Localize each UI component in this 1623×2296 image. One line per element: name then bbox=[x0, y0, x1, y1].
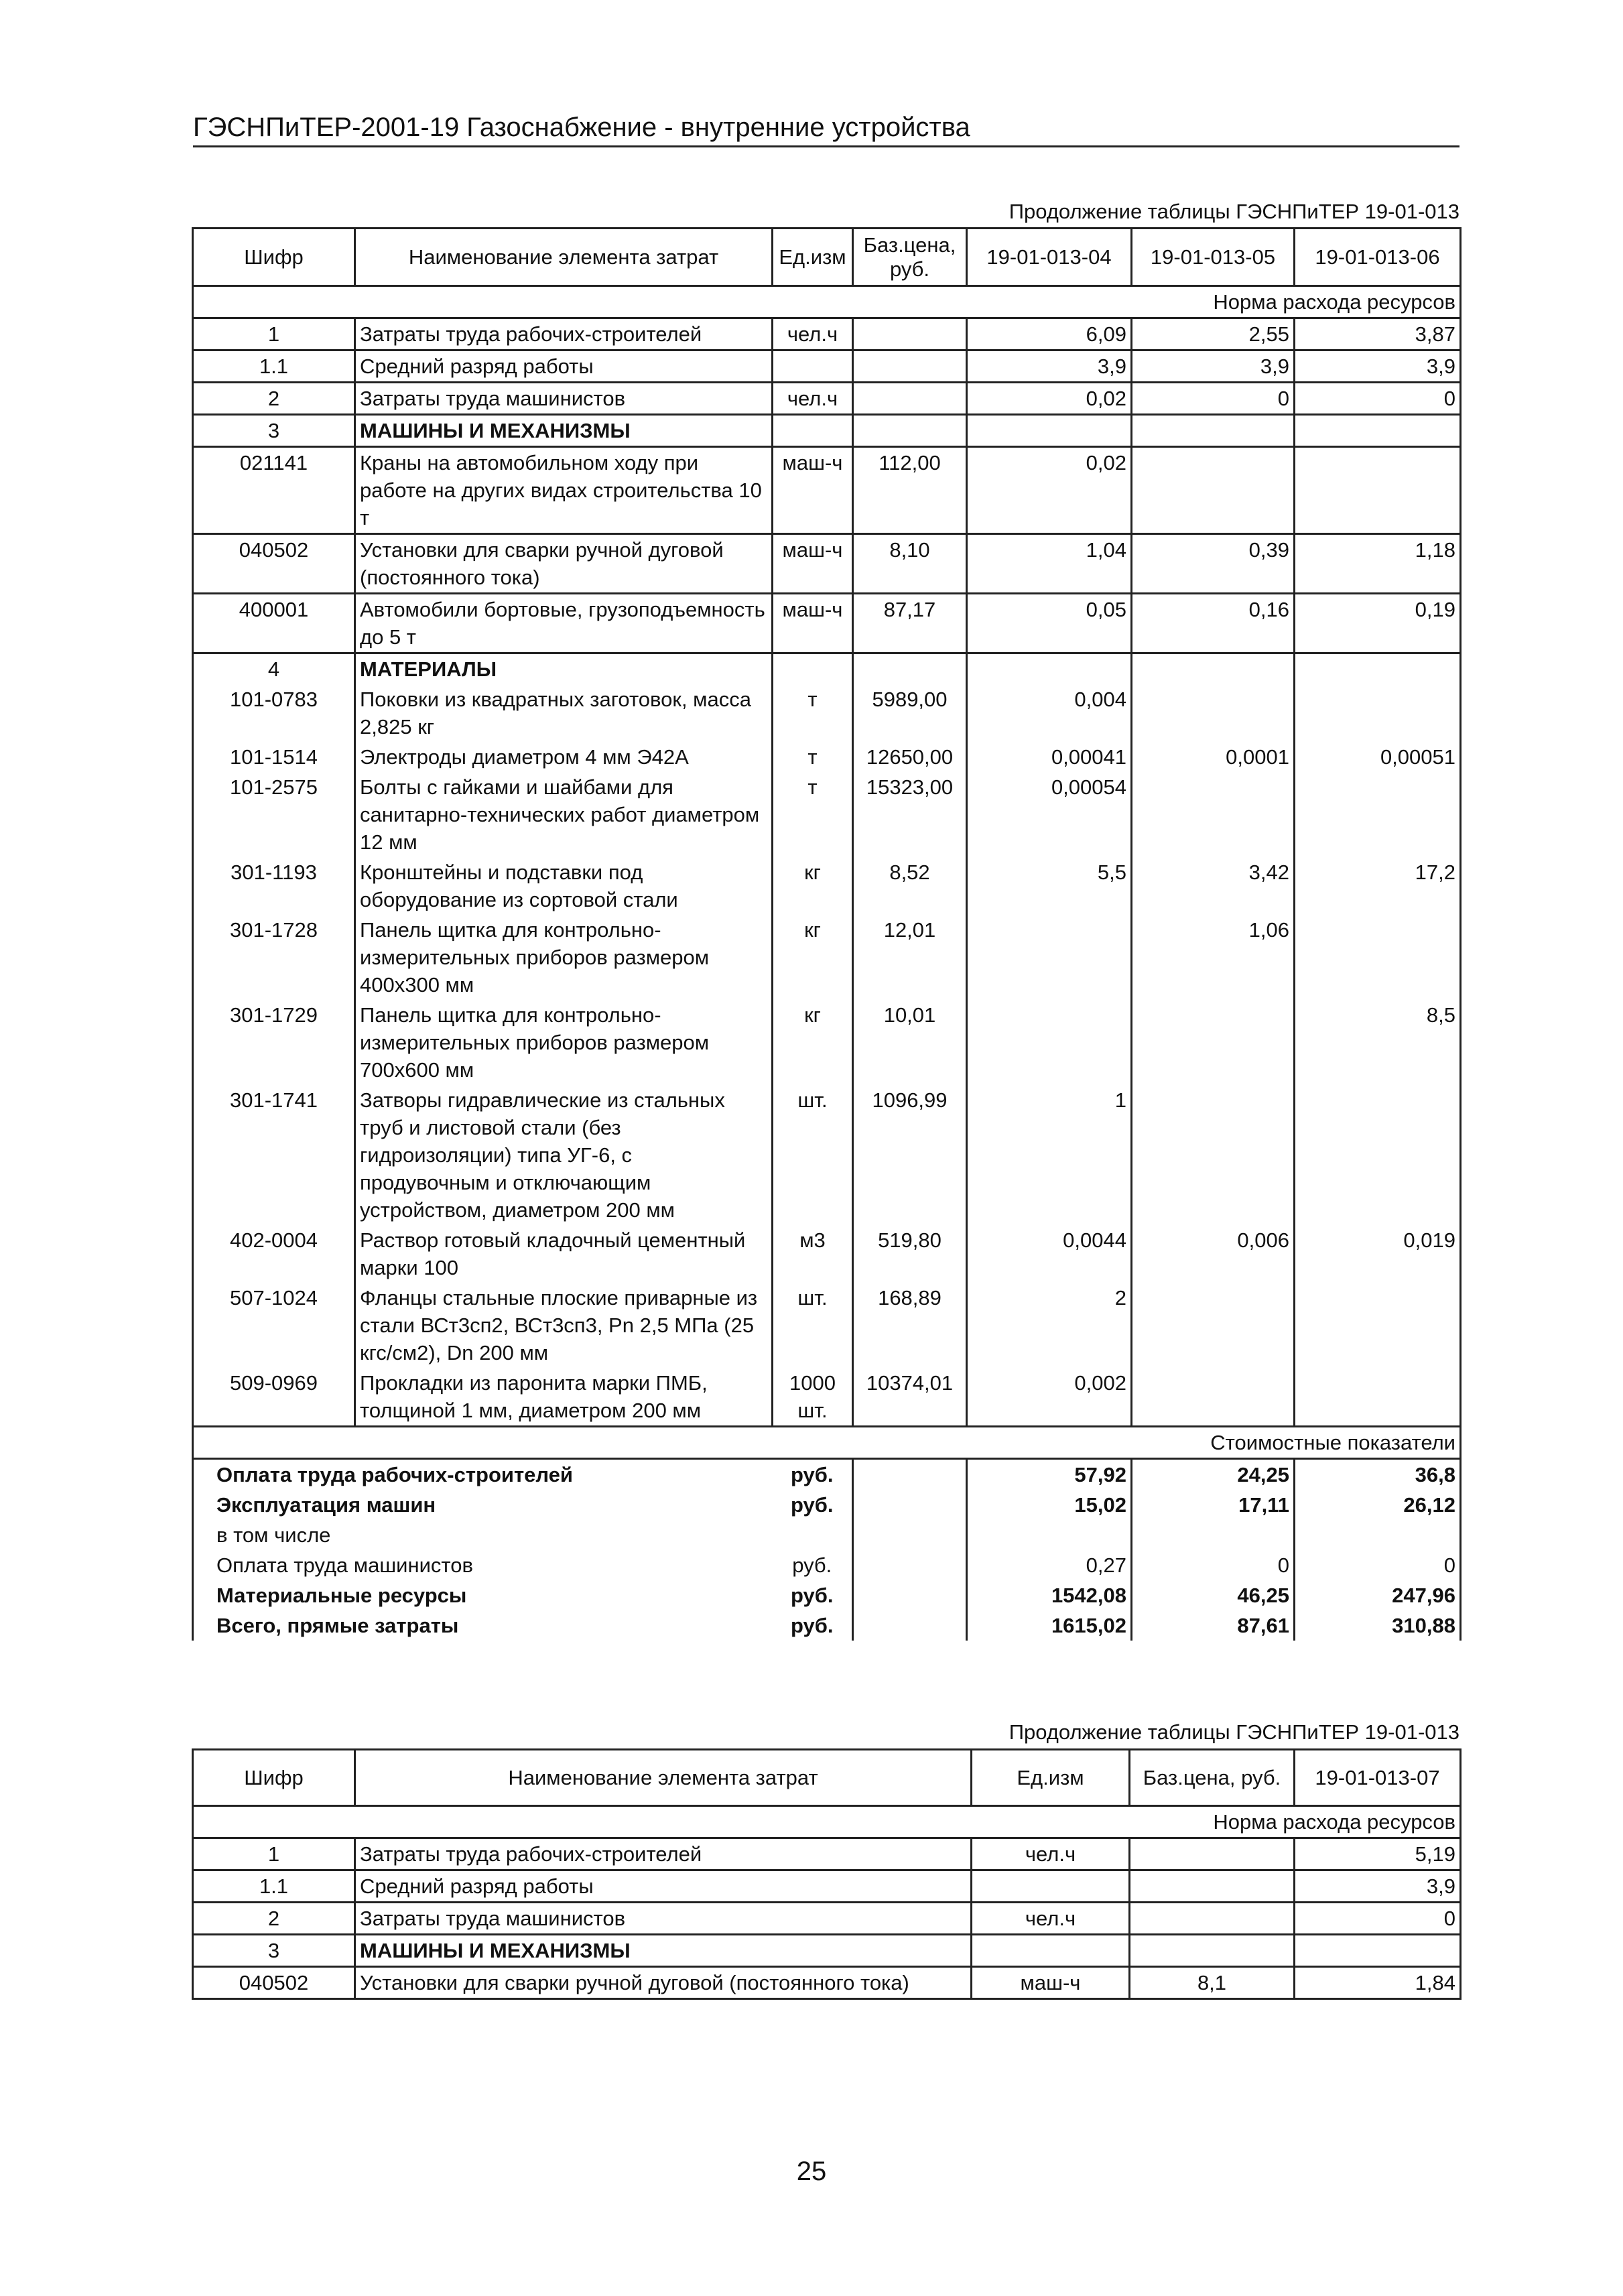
row-value-06 bbox=[1295, 415, 1461, 447]
row-unit bbox=[972, 1935, 1130, 1967]
row-unit: маш-ч bbox=[972, 1967, 1130, 1999]
row-price bbox=[853, 383, 967, 415]
row-code: 3 bbox=[193, 415, 355, 447]
row-price: 10,01 bbox=[853, 1000, 967, 1085]
totals-label: Всего, прямые затраты bbox=[193, 1610, 773, 1641]
totals-unit: руб. bbox=[773, 1550, 853, 1580]
totals-unit bbox=[773, 1520, 853, 1550]
totals-label: Оплата труда машинистов bbox=[193, 1550, 773, 1580]
table-row bbox=[193, 684, 1461, 742]
row-value-05 bbox=[1132, 1283, 1295, 1368]
row-unit: маш-ч bbox=[773, 594, 853, 653]
col-header-norm-07: 19-01-013-07 bbox=[1295, 1750, 1461, 1806]
resource-table-2 bbox=[192, 1748, 1462, 2000]
row-value-05: 0 bbox=[1132, 383, 1295, 415]
row-name: Средний разряд работы bbox=[355, 350, 773, 383]
totals-row bbox=[193, 1490, 1461, 1520]
row-unit: кг bbox=[773, 915, 853, 1000]
row-name: Затраты труда машинистов bbox=[355, 383, 773, 415]
row-code: 400001 bbox=[193, 594, 355, 653]
row-value-05: 0,16 bbox=[1132, 594, 1295, 653]
row-price: 112,00 bbox=[853, 447, 967, 534]
table-row bbox=[193, 350, 1461, 383]
row-value-06 bbox=[1295, 1368, 1461, 1427]
page-number: 25 bbox=[796, 2157, 827, 2186]
totals-value-04 bbox=[967, 1520, 1132, 1550]
totals-value-04: 57,92 bbox=[967, 1459, 1132, 1490]
row-value-05 bbox=[1132, 772, 1295, 857]
totals-value-05: 46,25 bbox=[1132, 1580, 1295, 1610]
totals-value-04: 0,27 bbox=[967, 1550, 1132, 1580]
totals-blank bbox=[853, 1550, 967, 1580]
row-unit: т bbox=[773, 772, 853, 857]
table-row bbox=[193, 534, 1461, 594]
row-value-06 bbox=[1295, 447, 1461, 534]
row-code: 4 bbox=[193, 653, 355, 685]
row-code: 402-0004 bbox=[193, 1225, 355, 1283]
row-price: 10374,01 bbox=[853, 1368, 967, 1427]
row-name: МАТЕРИАЛЫ bbox=[355, 653, 773, 685]
row-code: 3 bbox=[193, 1935, 355, 1967]
row-value-06: 0,19 bbox=[1295, 594, 1461, 653]
row-unit bbox=[773, 653, 853, 685]
totals-unit: руб. bbox=[773, 1580, 853, 1610]
totals-blank bbox=[853, 1580, 967, 1610]
row-name: Установки для сварки ручной дуговой (постоянного тока) bbox=[355, 534, 773, 594]
row-value-04: 0,00054 bbox=[967, 772, 1132, 857]
totals-value-05: 87,61 bbox=[1132, 1610, 1295, 1641]
table1-header-row bbox=[193, 229, 1461, 286]
row-value-04 bbox=[967, 415, 1132, 447]
row-unit: т bbox=[773, 684, 853, 742]
resource-table-1 bbox=[192, 227, 1462, 1641]
row-value-05 bbox=[1132, 1000, 1295, 1085]
table2-continuation: Продолжение таблицы ГЭСНПиТЕР 19-01-013 bbox=[1009, 1720, 1459, 1744]
totals-blank bbox=[853, 1490, 967, 1520]
totals-unit: руб. bbox=[773, 1490, 853, 1520]
table-row bbox=[193, 742, 1461, 772]
totals-label: Материальные ресурсы bbox=[193, 1580, 773, 1610]
row-price: 15323,00 bbox=[853, 772, 967, 857]
table-row bbox=[193, 1935, 1461, 1967]
totals-value-06: 0 bbox=[1295, 1550, 1461, 1580]
col-header-code: Шифр bbox=[193, 229, 355, 286]
row-price: 8,52 bbox=[853, 857, 967, 915]
row-value-04: 1,04 bbox=[967, 534, 1132, 594]
table-row bbox=[193, 318, 1461, 350]
table-row bbox=[193, 383, 1461, 415]
totals-value-05 bbox=[1132, 1520, 1295, 1550]
row-name: Прокладки из паронита марки ПМБ, толщиной 1 мм, диаметром 200 мм bbox=[355, 1368, 773, 1427]
row-value-04: 1 bbox=[967, 1085, 1132, 1225]
row-value-06: 1,18 bbox=[1295, 534, 1461, 594]
row-unit: чел.ч bbox=[972, 1838, 1130, 1870]
totals-label: в том числе bbox=[193, 1520, 773, 1550]
row-value-05 bbox=[1132, 684, 1295, 742]
totals-value-04: 15,02 bbox=[967, 1490, 1132, 1520]
row-value-04 bbox=[967, 1000, 1132, 1085]
table1-totals bbox=[193, 1459, 1461, 1641]
row-unit: чел.ч bbox=[972, 1903, 1130, 1935]
col-header-price: Баз.цена, руб. bbox=[853, 229, 967, 286]
row-name: Затраты труда рабочих-строителей bbox=[355, 318, 773, 350]
row-value-07: 1,84 bbox=[1295, 1967, 1461, 1999]
row-name: Затраты труда машинистов bbox=[355, 1903, 972, 1935]
row-value-06 bbox=[1295, 772, 1461, 857]
row-name: МАШИНЫ И МЕХАНИЗМЫ bbox=[355, 415, 773, 447]
row-value-06: 17,2 bbox=[1295, 857, 1461, 915]
row-price bbox=[853, 350, 967, 383]
row-code: 1 bbox=[193, 318, 355, 350]
row-value-06: 0 bbox=[1295, 383, 1461, 415]
row-code: 301-1729 bbox=[193, 1000, 355, 1085]
row-value-05 bbox=[1132, 653, 1295, 685]
totals-blank bbox=[853, 1459, 967, 1490]
row-code: 1.1 bbox=[193, 1870, 355, 1903]
row-code: 301-1741 bbox=[193, 1085, 355, 1225]
row-value-05: 3,42 bbox=[1132, 857, 1295, 915]
row-value-06: 0,019 bbox=[1295, 1225, 1461, 1283]
table-row bbox=[193, 653, 1461, 685]
row-price bbox=[853, 415, 967, 447]
row-price: 168,89 bbox=[853, 1283, 967, 1368]
norm-caption: Норма расхода ресурсов bbox=[193, 1806, 1461, 1838]
totals-value-06 bbox=[1295, 1520, 1461, 1550]
row-name: Кронштейны и подставки под оборудование из сортовой стали bbox=[355, 857, 773, 915]
row-code: 2 bbox=[193, 1903, 355, 1935]
col-header-norm-06: 19-01-013-06 bbox=[1295, 229, 1461, 286]
totals-label: Эксплуатация машин bbox=[193, 1490, 773, 1520]
row-code: 101-1514 bbox=[193, 742, 355, 772]
row-value-04 bbox=[967, 915, 1132, 1000]
row-value-07 bbox=[1295, 1935, 1461, 1967]
totals-value-05: 17,11 bbox=[1132, 1490, 1295, 1520]
row-value-04: 5,5 bbox=[967, 857, 1132, 915]
row-price: 1096,99 bbox=[853, 1085, 967, 1225]
table-row bbox=[193, 1225, 1461, 1283]
col-header-norm-05: 19-01-013-05 bbox=[1132, 229, 1295, 286]
totals-value-05: 24,25 bbox=[1132, 1459, 1295, 1490]
totals-value-06: 26,12 bbox=[1295, 1490, 1461, 1520]
col-header-price: Баз.цена, руб. bbox=[1130, 1750, 1295, 1806]
row-price: 5989,00 bbox=[853, 684, 967, 742]
totals-blank bbox=[853, 1520, 967, 1550]
row-value-05: 0,006 bbox=[1132, 1225, 1295, 1283]
row-price bbox=[1130, 1935, 1295, 1967]
col-header-name: Наименование элемента затрат bbox=[355, 1750, 972, 1806]
table2-header-row bbox=[193, 1750, 1461, 1806]
row-unit: кг bbox=[773, 857, 853, 915]
row-value-06 bbox=[1295, 684, 1461, 742]
col-header-unit: Ед.изм bbox=[773, 229, 853, 286]
totals-value-06: 310,88 bbox=[1295, 1610, 1461, 1641]
row-unit: м3 bbox=[773, 1225, 853, 1283]
table-row bbox=[193, 594, 1461, 653]
row-value-06: 0,00051 bbox=[1295, 742, 1461, 772]
row-price bbox=[1130, 1903, 1295, 1935]
row-value-06 bbox=[1295, 1283, 1461, 1368]
totals-row bbox=[193, 1550, 1461, 1580]
totals-blank bbox=[853, 1610, 967, 1641]
row-value-06 bbox=[1295, 1085, 1461, 1225]
row-price: 12650,00 bbox=[853, 742, 967, 772]
row-code: 101-0783 bbox=[193, 684, 355, 742]
totals-value-06: 247,96 bbox=[1295, 1580, 1461, 1610]
totals-row bbox=[193, 1459, 1461, 1490]
row-unit bbox=[773, 415, 853, 447]
row-name: Затраты труда рабочих-строителей bbox=[355, 1838, 972, 1870]
row-value-05: 2,55 bbox=[1132, 318, 1295, 350]
table-row bbox=[193, 772, 1461, 857]
totals-value-06: 36,8 bbox=[1295, 1459, 1461, 1490]
row-code: 1.1 bbox=[193, 350, 355, 383]
row-name: Затворы гидравлические из стальных труб и листовой стали (без гидроизоляции) типа УГ-6, с продувочным и отключающим устройством, диаметром 200 мм bbox=[355, 1085, 773, 1225]
row-name: Панель щитка для контрольно-измерительных приборов размером 700x600 мм bbox=[355, 1000, 773, 1085]
row-value-04: 0,02 bbox=[967, 447, 1132, 534]
table-row bbox=[193, 1368, 1461, 1427]
row-value-05: 1,06 bbox=[1132, 915, 1295, 1000]
row-code: 507-1024 bbox=[193, 1283, 355, 1368]
row-value-04: 3,9 bbox=[967, 350, 1132, 383]
totals-row bbox=[193, 1520, 1461, 1550]
table-row bbox=[193, 1283, 1461, 1368]
col-header-unit: Ед.изм bbox=[972, 1750, 1130, 1806]
row-value-04: 0,004 bbox=[967, 684, 1132, 742]
row-value-05: 0,39 bbox=[1132, 534, 1295, 594]
row-price bbox=[1130, 1838, 1295, 1870]
row-name: Раствор готовый кладочный цементный марки 100 bbox=[355, 1225, 773, 1283]
row-price: 519,80 bbox=[853, 1225, 967, 1283]
table-row bbox=[193, 915, 1461, 1000]
row-price: 8,10 bbox=[853, 534, 967, 594]
row-unit: маш-ч bbox=[773, 447, 853, 534]
row-value-05: 3,9 bbox=[1132, 350, 1295, 383]
row-code: 509-0969 bbox=[193, 1368, 355, 1427]
row-code: 021141 bbox=[193, 447, 355, 534]
row-code: 1 bbox=[193, 1838, 355, 1870]
table-row bbox=[193, 1903, 1461, 1935]
row-value-06 bbox=[1295, 653, 1461, 685]
row-unit bbox=[773, 350, 853, 383]
row-name: Панель щитка для контрольно-измерительных приборов размером 400x300 мм bbox=[355, 915, 773, 1000]
row-name: Краны на автомобильном ходу при работе на других видах строительства 10 т bbox=[355, 447, 773, 534]
row-value-05: 0,0001 bbox=[1132, 742, 1295, 772]
row-value-05 bbox=[1132, 1368, 1295, 1427]
row-value-06 bbox=[1295, 915, 1461, 1000]
totals-unit: руб. bbox=[773, 1610, 853, 1641]
row-name: Фланцы стальные плоские приварные из стали ВСт3сп2, ВСт3сп3, Pn 2,5 МПа (25 кгс/см2), Dn 200 мм bbox=[355, 1283, 773, 1368]
cost-caption: Стоимостные показатели bbox=[193, 1427, 1461, 1459]
row-value-04: 0,002 bbox=[967, 1368, 1132, 1427]
row-value-04 bbox=[967, 653, 1132, 685]
row-unit: шт. bbox=[773, 1283, 853, 1368]
row-unit: 1000 шт. bbox=[773, 1368, 853, 1427]
totals-row bbox=[193, 1580, 1461, 1610]
row-unit: чел.ч bbox=[773, 318, 853, 350]
table-row bbox=[193, 1967, 1461, 1999]
table-row bbox=[193, 857, 1461, 915]
row-value-07: 3,9 bbox=[1295, 1870, 1461, 1903]
totals-value-05: 0 bbox=[1132, 1550, 1295, 1580]
row-value-05 bbox=[1132, 447, 1295, 534]
row-code: 101-2575 bbox=[193, 772, 355, 857]
row-price bbox=[1130, 1870, 1295, 1903]
row-unit: чел.ч bbox=[773, 383, 853, 415]
row-value-04: 0,02 bbox=[967, 383, 1132, 415]
totals-row bbox=[193, 1610, 1461, 1641]
row-price: 12,01 bbox=[853, 915, 967, 1000]
row-value-05 bbox=[1132, 415, 1295, 447]
row-unit: шт. bbox=[773, 1085, 853, 1225]
row-code: 301-1193 bbox=[193, 857, 355, 915]
row-value-06: 8,5 bbox=[1295, 1000, 1461, 1085]
table-row bbox=[193, 1085, 1461, 1225]
table1-body bbox=[193, 318, 1461, 1427]
table-row bbox=[193, 1000, 1461, 1085]
row-value-04: 0,00041 bbox=[967, 742, 1132, 772]
col-header-name: Наименование элемента затрат bbox=[355, 229, 773, 286]
row-value-06: 3,9 bbox=[1295, 350, 1461, 383]
totals-label: Оплата труда рабочих-строителей bbox=[193, 1459, 773, 1490]
norm-caption: Норма расхода ресурсов bbox=[193, 286, 1461, 318]
table-row bbox=[193, 447, 1461, 534]
row-unit: кг bbox=[773, 1000, 853, 1085]
row-code: 040502 bbox=[193, 1967, 355, 1999]
row-name: Поковки из квадратных заготовок, масса 2,825 кг bbox=[355, 684, 773, 742]
table-row bbox=[193, 1870, 1461, 1903]
table2-body bbox=[193, 1838, 1461, 1999]
row-unit: т bbox=[773, 742, 853, 772]
row-name: Болты с гайками и шайбами для санитарно-технических работ диаметром 12 мм bbox=[355, 772, 773, 857]
totals-value-04: 1542,08 bbox=[967, 1580, 1132, 1610]
row-code: 040502 bbox=[193, 534, 355, 594]
row-value-04: 2 bbox=[967, 1283, 1132, 1368]
row-value-04: 0,05 bbox=[967, 594, 1132, 653]
table-row bbox=[193, 415, 1461, 447]
row-price bbox=[853, 318, 967, 350]
row-unit bbox=[972, 1870, 1130, 1903]
row-unit: маш-ч bbox=[773, 534, 853, 594]
col-header-norm-04: 19-01-013-04 bbox=[967, 229, 1132, 286]
table1-continuation: Продолжение таблицы ГЭСНПиТЕР 19-01-013 bbox=[1009, 200, 1459, 223]
row-name: Автомобили бортовые, грузоподъемность до 5 т bbox=[355, 594, 773, 653]
row-value-04: 0,0044 bbox=[967, 1225, 1132, 1283]
row-value-07: 0 bbox=[1295, 1903, 1461, 1935]
table-row bbox=[193, 1838, 1461, 1870]
row-name: Установки для сварки ручной дуговой (постоянного тока) bbox=[355, 1967, 972, 1999]
row-price bbox=[853, 653, 967, 685]
row-name: МАШИНЫ И МЕХАНИЗМЫ bbox=[355, 1935, 972, 1967]
row-price: 87,17 bbox=[853, 594, 967, 653]
row-code: 2 bbox=[193, 383, 355, 415]
totals-unit: руб. bbox=[773, 1459, 853, 1490]
row-value-04: 6,09 bbox=[967, 318, 1132, 350]
totals-value-04: 1615,02 bbox=[967, 1610, 1132, 1641]
row-name: Средний разряд работы bbox=[355, 1870, 972, 1903]
row-value-07: 5,19 bbox=[1295, 1838, 1461, 1870]
col-header-code: Шифр bbox=[193, 1750, 355, 1806]
row-value-05 bbox=[1132, 1085, 1295, 1225]
row-name: Электроды диаметром 4 мм Э42А bbox=[355, 742, 773, 772]
row-value-06: 3,87 bbox=[1295, 318, 1461, 350]
row-code: 301-1728 bbox=[193, 915, 355, 1000]
running-header: ГЭСНПиТЕР-2001-19 Газоснабжение - внутренние устройства bbox=[193, 113, 1459, 147]
row-price: 8,1 bbox=[1130, 1967, 1295, 1999]
